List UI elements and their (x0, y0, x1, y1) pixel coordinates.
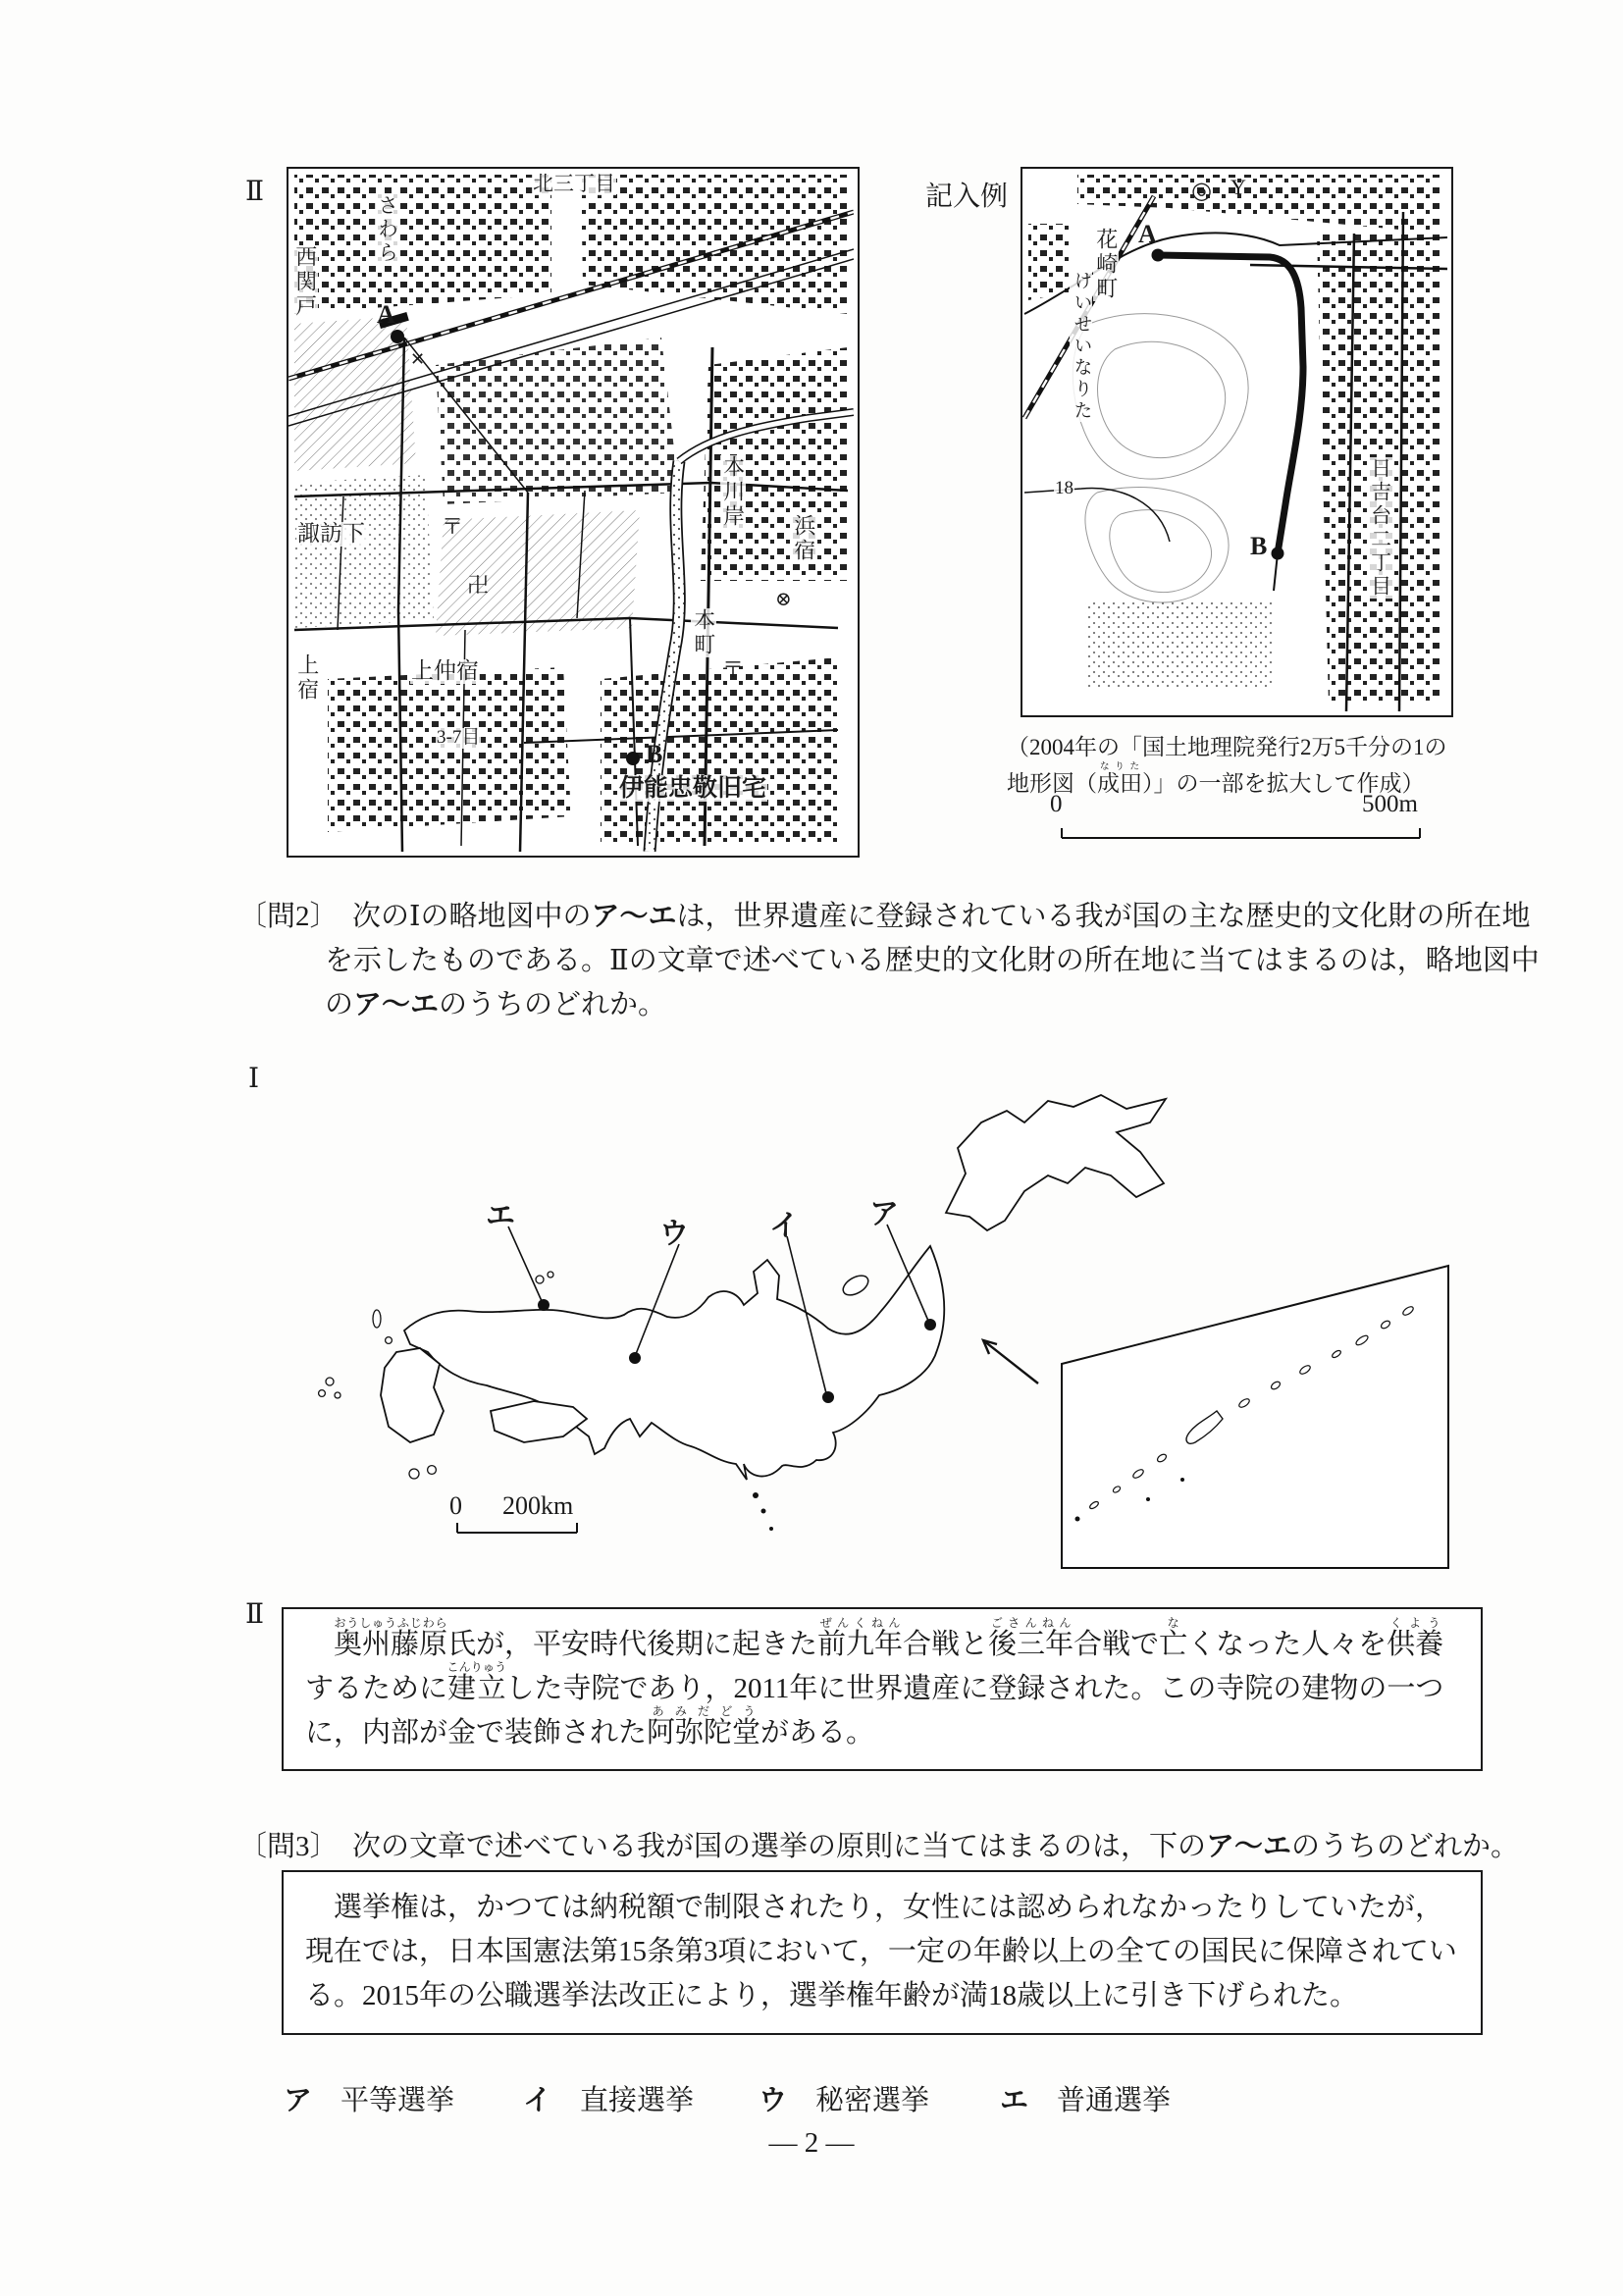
heritage-passage-box: 奥州藤原おうしゅうふじわら氏が，平安時代後期に起きた前九年ぜんくねん合戦と後三年ごさんねん合戦で亡なくなった人々を供養くようするために建立こんりゅうした寺院であり，2011年に世界遺産に登録された。この寺院の建物の一つに，内部が金で装飾された阿弥陀堂あみだどうがある。 (282, 1607, 1483, 1771)
option-i-label: 直接選挙 (580, 2085, 695, 2116)
scale-bar-line (1011, 824, 1442, 846)
post-office-icon: 〒 (442, 514, 464, 539)
question-2-heading: 〔問2〕 次のⅠの略地図中のア～エは，世界遺産に登録されている我が国の主な歴史的文化財の所在地を示したものである。Ⅱの文章で述べている歴史的文化財の所在地に当てはまるのは，略地図中のア～エのうちのどれか。 (238, 901, 1540, 1020)
map-label-suwashita: 諏訪下 (297, 521, 365, 546)
option-u-label: 秘密選挙 (815, 2085, 930, 2116)
japan-scale-label: 200km (502, 1491, 574, 1520)
option-i-key: イ (523, 2085, 552, 2116)
site-label-i: イ (769, 1210, 799, 1242)
map-label-honmachi: 本町 (691, 608, 716, 657)
japan-map (294, 1058, 1462, 1595)
map-label-hiyoshidai: 日吉台二丁目 (1368, 457, 1392, 599)
map-label-hamajuku: 浜宿 (791, 514, 816, 563)
point-a-label: A (377, 300, 395, 329)
map-label-sawara: さわら (375, 194, 399, 265)
map-label-kaminakajuku: 上仲宿 (411, 658, 479, 683)
japan-map-art (294, 1058, 1462, 1595)
map-i-label: Ⅰ (248, 1064, 260, 1094)
map-label-kamijuku: 上宿 (294, 653, 320, 703)
point-a-marker (391, 330, 404, 343)
scale-max: 500m (1362, 791, 1418, 817)
topo-map-sawara (287, 167, 860, 858)
map-label-honkawagishi: 本川岸 (720, 455, 746, 529)
question-3-heading: 〔問3〕 次の文章で述べている我が国の選挙の原則に当てはまるのは，下のア～エのうちのどれか。 (238, 1831, 1520, 1862)
map-label-hanazakicho: 花崎町 (1093, 228, 1119, 301)
site-label-e: エ (486, 1200, 515, 1232)
point-b-label: B (1250, 532, 1268, 560)
map-label-ino-tadataka-residence: 伊能忠敬旧宅 (619, 775, 767, 802)
sawara-map-art (288, 169, 854, 852)
fire-station-icon: Y (1230, 175, 1246, 199)
option-u-key: ウ (759, 2085, 788, 2116)
passage-ii-label: Ⅱ (245, 1599, 265, 1630)
option-a-key: ア (284, 2085, 313, 2116)
point-b-label: B (646, 740, 663, 768)
map-ii-label: Ⅱ (245, 177, 265, 207)
temple-icon: 卍 (467, 573, 490, 598)
topo-map-narita-example (1021, 167, 1453, 717)
example-map-label: 記入例 (925, 182, 1009, 212)
point-a-label: A (1138, 220, 1157, 248)
option-e (1000, 2078, 1171, 2118)
scale-bar-500m (1011, 791, 1442, 854)
city-office-icon: ◎ (1191, 179, 1212, 204)
narita-map-art (1022, 169, 1447, 711)
japan-scale-zero: 0 (449, 1491, 462, 1520)
map-label-route-18: 18 (1055, 478, 1073, 498)
answer-options-row (282, 2078, 1440, 2121)
election-passage-box: 選挙権は，かつては納税額で制限されたり，女性には認められなかったりしていたが，現在では，日本国憲法第15条第3項において，一定の年齢以上の全ての国民に保障されている。2015年の公職選挙法改正により，選挙権年齢が満18歳以上に引き下げられた。 (282, 1870, 1483, 2035)
scale-zero: 0 (1050, 791, 1063, 817)
option-u (759, 2078, 929, 2118)
map-source-caption: （2004年の「国土地理院発行2万5千分の1の地形図（成田なりた）」の一部を拡大して作成） (1007, 735, 1447, 796)
option-i (523, 2078, 694, 2118)
site-label-u: ウ (659, 1218, 689, 1250)
site-label-a: ア (869, 1198, 899, 1230)
police-station-icon: ⊗ (775, 589, 792, 610)
option-e-key: エ (1000, 2085, 1029, 2116)
option-a-label: 平等選挙 (340, 2085, 455, 2116)
point-b-marker (626, 752, 640, 765)
page-number: — 2 — (768, 2127, 855, 2159)
koban-icon: ✕ (410, 349, 426, 369)
map-label-nishisekido: 西関戸 (292, 245, 318, 319)
option-a (284, 2078, 454, 2118)
map-label-block-number: 3-7目 (437, 727, 481, 748)
map-label-kita-sanchome: 北三丁目 (533, 172, 615, 195)
map-label-keisei-narita: けいせいなりた (1071, 271, 1092, 422)
post-office-icon: 〒 (722, 657, 745, 682)
option-e-label: 普通選挙 (1057, 2085, 1172, 2116)
